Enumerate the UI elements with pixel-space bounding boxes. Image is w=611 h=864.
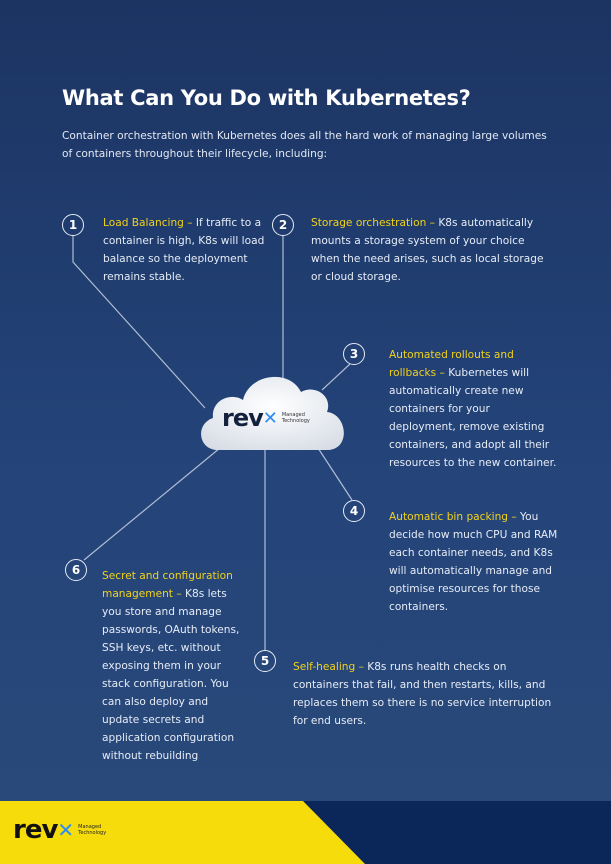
footer-logo (13, 815, 106, 845)
item-title: Automated rollouts and rollbacks – (389, 349, 514, 379)
item-storage-orchestration (311, 214, 556, 286)
number-badge-4: 4 (343, 500, 365, 522)
logo-x-icon: ✕ (262, 407, 278, 429)
item-text: Kubernetes will automatically create new containers for your deployment, remove existing containers, and adopt all their resources to the new container. (389, 367, 557, 469)
number-badge-2: 2 (272, 214, 294, 236)
item-title: Self-healing – (293, 661, 364, 673)
logo-sub2: Technology (281, 418, 310, 424)
page-title: What Can You Do with Kubernetes? (62, 86, 471, 110)
item-text: K8s automatically mounts a storage system of your choice when the need arises, such as local storage or cloud storage. (311, 217, 544, 283)
item-rollouts (389, 346, 559, 472)
logo-sub1: Managed (78, 824, 102, 830)
item-self-healing (293, 658, 555, 730)
number-badge-3: 3 (343, 343, 365, 365)
logo-word: rev (222, 404, 263, 432)
logo-word: rev (13, 815, 58, 845)
number-badge-6: 6 (65, 559, 87, 581)
item-text: If traffic to a container is high, K8s will load balance so the deployment remains stable. (103, 217, 265, 283)
logo-sub2: Technology (78, 830, 107, 836)
item-secrets (102, 567, 242, 765)
logo-x-icon: ✕ (57, 818, 75, 842)
cloud-logo (222, 404, 310, 432)
item-text: K8s lets you store and manage passwords, OAuth tokens, SSH keys, etc. without exposing them in your stack configuration. You can also deploy and update secrets and application configuration without rebuilding (102, 588, 240, 762)
item-text: K8s runs health checks on containers that fail, and then restarts, kills, and replaces them so there is no service interruption for end users. (293, 661, 552, 727)
item-title: Secret and configuration management – (102, 570, 233, 600)
logo-sub1: Managed (281, 412, 305, 418)
item-bin-packing (389, 508, 561, 616)
item-title: Load Balancing – (103, 217, 193, 229)
item-title: Automatic bin packing – (389, 511, 517, 523)
item-load-balancing (103, 214, 275, 286)
intro-text: Container orchestration with Kubernetes does all the hard work of managing large volumes of containers throughout their lifecycle, including: (62, 130, 547, 160)
number-badge-5: 5 (254, 650, 276, 672)
item-text: You decide how much CPU and RAM each container needs, and K8s will automatically manage and optimise resources for those containers. (389, 511, 558, 613)
item-title: Storage orchestration – (311, 217, 435, 229)
number-badge-1: 1 (62, 214, 84, 236)
